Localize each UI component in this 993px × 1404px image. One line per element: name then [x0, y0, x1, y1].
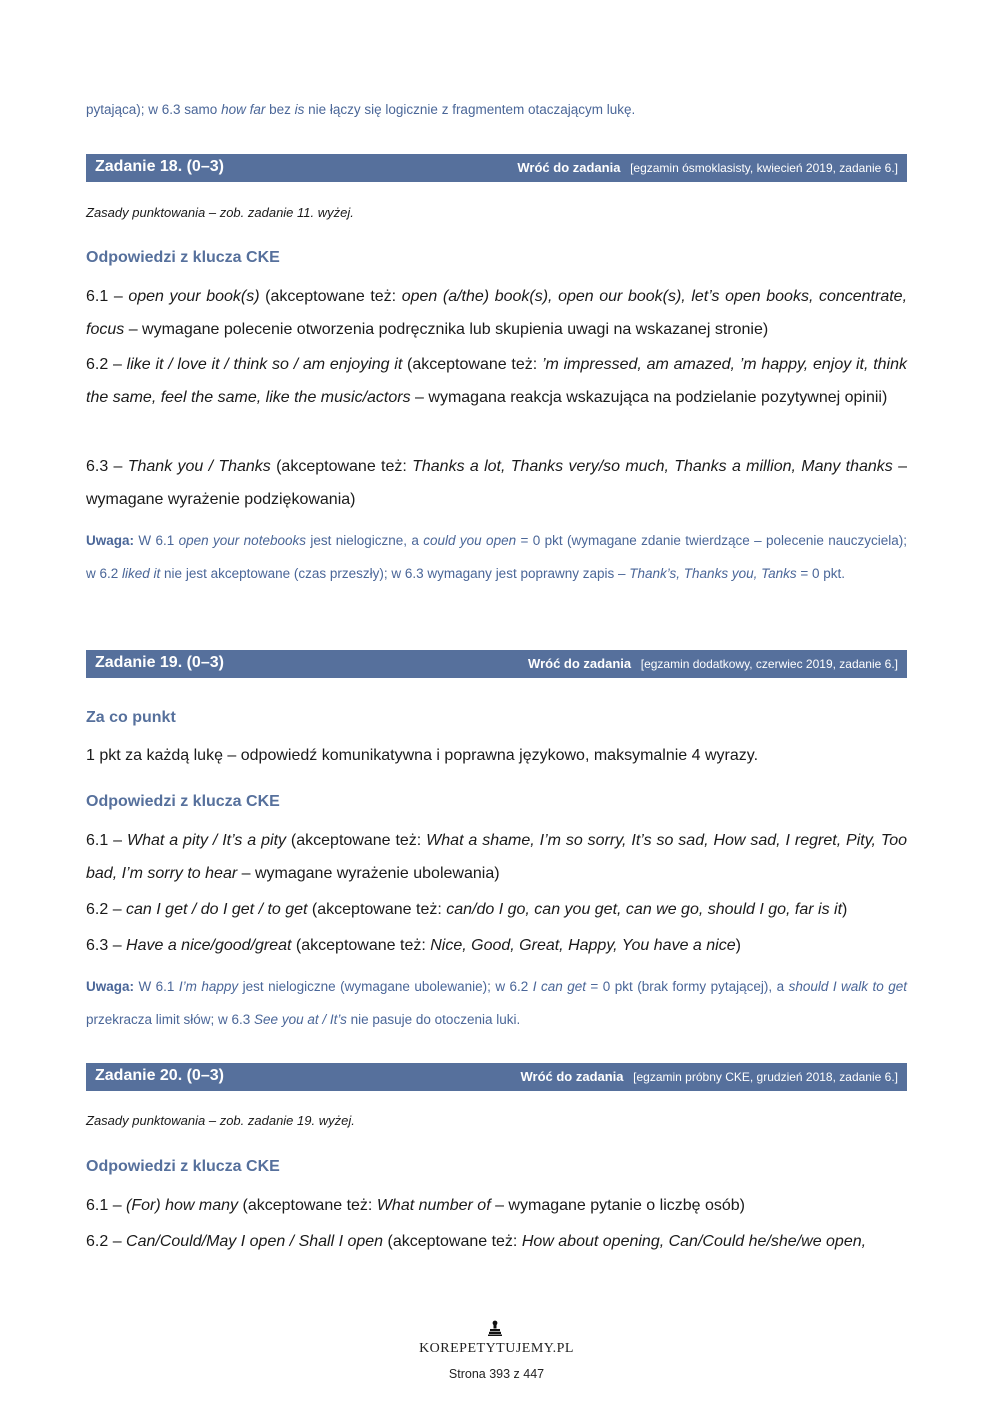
task-20-header [86, 1063, 907, 1091]
scoring-rules: Zasady punktowania – zob. zadanie 19. wyżej. [86, 1113, 355, 1128]
answer-key-heading: Odpowiedzi z klucza CKE [86, 1158, 280, 1175]
scoring-heading: Za co punkt [86, 709, 176, 726]
remark-note: Uwaga: W 6.1 open your notebooks jest nielogiczne, a could you open = 0 pkt (wymagane zdanie twierdzące – polecenie nauczyciela); w 6.2 liked it nie jest akceptowane (czas przeszły); w 6.3 wymagany jest poprawny zapis – Thank’s, Thanks you, Tanks = 0 pkt. [86, 533, 907, 581]
answer-key-heading: Odpowiedzi z klucza CKE [86, 793, 280, 810]
answer-6-3: 6.3 – Have a nice/good/great (akceptowane też: Nice, Good, Great, Happy, You have a nice) [86, 937, 741, 954]
task-19-header [86, 650, 907, 678]
page-number: Strona 393 z 447 [448, 1367, 545, 1381]
task-source: [egzamin ósmoklasisty, kwiecień 2019, zadanie 6.] [630, 161, 898, 175]
scoring-text: 1 pkt za każdą lukę – odpowiedź komunikatywna i poprawna językowo, maksymalnie 4 wyrazy. [86, 747, 759, 764]
answer-6-1: 6.1 – (For) how many (akceptowane też: What number of – wymagane pytanie o liczbę osób) [86, 1197, 746, 1214]
task-18-header [86, 154, 907, 182]
scoring-rules: Zasady punktowania – zob. zadanie 11. wyżej. [86, 205, 354, 220]
answer-6-2: 6.2 – Can/Could/May I open / Shall I open (akceptowane też: How about opening, Can/Could he/she/we open, [86, 1233, 867, 1250]
task-source: [egzamin dodatkowy, czerwiec 2019, zadanie 6.] [640, 657, 898, 671]
continuation-note: pytająca); w 6.3 samo how far bez is nie łączy się logicznie z fragmentem otaczającym lukę. [86, 102, 636, 117]
brand-logo-text: KOREPETYTUJEMY.PL [419, 1341, 574, 1356]
answer-6-2: 6.2 – can I get / do I get / to get (akceptowane też: can/do I go, can you get, can we go, should I go, far is it) [86, 901, 848, 918]
answer-6-2: 6.2 – like it / love it / think so / am enjoying it (akceptowane też: ’m impressed, am amazed, ’m happy, enjoy it, think the same, feel the same, like the music/actors – wymagana reakcja wskazująca na podzielanie pozytywnej opinii) [86, 356, 908, 406]
back-to-task-link[interactable]: Wróć do zadania [517, 160, 621, 175]
task-title: Zadanie 18. (0–3) [95, 158, 224, 175]
task-title: Zadanie 20. (0–3) [95, 1067, 224, 1084]
back-to-task-link[interactable]: Wróć do zadania [520, 1069, 624, 1084]
task-title: Zadanie 19. (0–3) [95, 654, 224, 671]
task-source: [egzamin próbny CKE, grudzień 2018, zadanie 6.] [633, 1070, 898, 1084]
answer-6-1: 6.1 – What a pity / It’s a pity (akceptowane też: What a shame, I’m so sorry, It’s so sad, How sad, I regret, Pity, Too bad, I’m sorry to hear – wymagane wyrażenie ubolewania) [86, 832, 908, 882]
answer-6-1: 6.1 – open your book(s) (akceptowane też: open (a/the) book(s), open our book(s), let’s open books, concentrate, focus – wymagane polecenie otworzenia podręcznika lub skupienia uwagi na wskazanej stronie) [86, 288, 908, 338]
back-to-task-link[interactable]: Wróć do zadania [528, 656, 632, 671]
answer-key-heading: Odpowiedzi z klucza CKE [86, 249, 280, 266]
remark-note: Uwaga: W 6.1 I’m happy jest nielogiczne (wymagane ubolewanie); w 6.2 I can get = 0 pkt (brak formy pytającej), a should I walk to get przekracza limit słów; w 6.3 See you at / It’s nie pasuje do otoczenia luki. [86, 979, 907, 1027]
book-stack-icon [488, 1320, 502, 1336]
answer-6-3: 6.3 – Thank you / Thanks (akceptowane też: Thanks a lot, Thanks very/so much, Thanks a million, Many thanks – wymagane wyrażenie podziękowania) [86, 458, 908, 508]
